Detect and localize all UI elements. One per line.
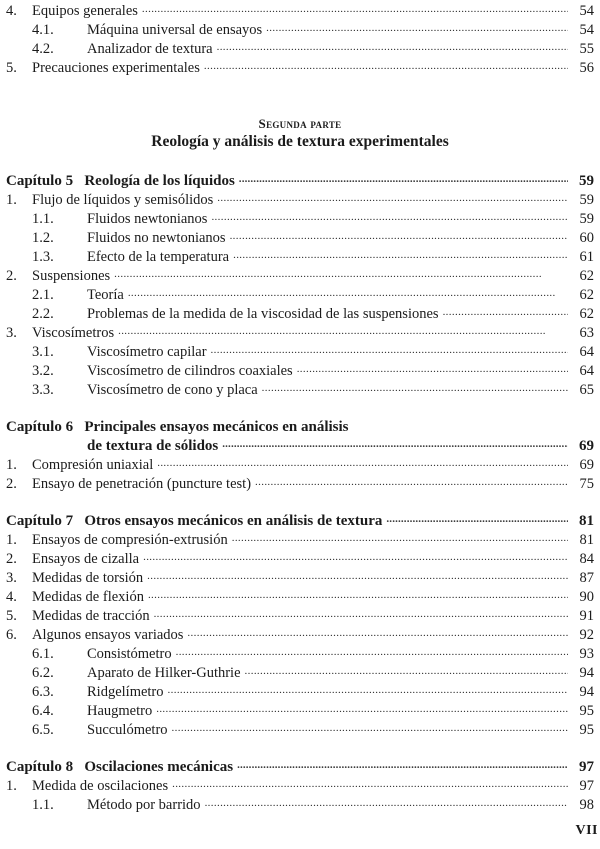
dot-leader bbox=[205, 793, 568, 813]
dot-leader bbox=[118, 321, 568, 341]
chapter-page: 97 bbox=[579, 759, 594, 775]
entry-label: Método por barrido bbox=[87, 797, 201, 813]
entry-page: 81 bbox=[579, 532, 594, 548]
dot-leader bbox=[443, 302, 568, 322]
dot-leader bbox=[222, 434, 568, 454]
dot-leader bbox=[255, 472, 568, 492]
entry-page: 60 bbox=[579, 230, 594, 246]
entry-label: Flujo de líquidos y semisólidos bbox=[32, 192, 214, 208]
dot-leader bbox=[239, 169, 568, 189]
dot-leader bbox=[211, 340, 568, 360]
entry-number: 2. bbox=[6, 551, 17, 567]
dot-leader bbox=[128, 283, 568, 303]
entry-label: Ensayos de cizalla bbox=[32, 551, 140, 567]
entry-page: 65 bbox=[579, 382, 594, 398]
dot-leader bbox=[157, 453, 568, 473]
entry-number: 3.3. bbox=[32, 382, 54, 398]
entry-number: 3. bbox=[6, 570, 17, 586]
entry-label: Teoría bbox=[87, 287, 124, 303]
entry-label: Viscosímetros bbox=[32, 325, 115, 341]
dot-leader bbox=[148, 585, 568, 605]
entry-label: Medidas de tracción bbox=[32, 608, 150, 624]
entry-number: 1. bbox=[6, 457, 17, 473]
entry-page: 54 bbox=[579, 22, 594, 38]
toc-entry bbox=[6, 475, 594, 494]
entry-number: 4.2. bbox=[32, 41, 54, 57]
entry-number: 1.1. bbox=[32, 797, 54, 813]
entry-number: 6.5. bbox=[32, 722, 54, 738]
chapter-title: Capítulo 8 Oscilaciones mecánicas bbox=[6, 759, 234, 775]
toc-entry bbox=[6, 59, 594, 78]
entry-number: 4.1. bbox=[32, 22, 54, 38]
entry-number: 6.1. bbox=[32, 646, 54, 662]
entry-label: Medidas de flexión bbox=[32, 589, 144, 605]
entry-page: 98 bbox=[579, 797, 594, 813]
dot-leader bbox=[172, 774, 568, 794]
entry-number: 2.2. bbox=[32, 306, 54, 322]
part-label: Segunda parte bbox=[258, 116, 342, 131]
chapter-title: Capítulo 7 Otros ensayos mecánicos en análisis de textura bbox=[6, 513, 383, 529]
entry-label: Fluidos newtonianos bbox=[87, 211, 208, 227]
entry-page: 91 bbox=[579, 608, 594, 624]
entry-page: 84 bbox=[579, 551, 594, 567]
dot-leader bbox=[297, 359, 568, 379]
entry-label: Viscosímetro capilar bbox=[87, 344, 207, 360]
entry-number: 5. bbox=[6, 608, 17, 624]
entry-label: Suspensiones bbox=[32, 268, 111, 284]
entry-label: Aparato de Hilker-Guthrie bbox=[87, 665, 241, 681]
dot-leader bbox=[176, 642, 568, 662]
dot-leader bbox=[114, 264, 568, 284]
entry-page: 61 bbox=[579, 249, 594, 265]
entry-number: 6.2. bbox=[32, 665, 54, 681]
entry-label: Consistómetro bbox=[87, 646, 172, 662]
dot-leader bbox=[156, 699, 568, 719]
entry-number: 2. bbox=[6, 476, 17, 492]
dot-leader bbox=[233, 245, 568, 265]
entry-label: Viscosímetro de cilindros coaxiales bbox=[87, 363, 293, 379]
entry-page: 56 bbox=[579, 60, 594, 76]
entry-page: 62 bbox=[579, 268, 594, 284]
chapter-title: Capítulo 6 Principales ensayos mecánicos en análisis bbox=[6, 419, 349, 435]
entry-number: 1.3. bbox=[32, 249, 54, 265]
chapter-page: 69 bbox=[579, 438, 594, 454]
entry-number: 6. bbox=[6, 627, 17, 643]
entry-label: Ensayos de compresión-extrusión bbox=[32, 532, 228, 548]
entry-page: 92 bbox=[579, 627, 594, 643]
toc-entry bbox=[6, 381, 594, 400]
entry-label: Algunos ensayos variados bbox=[32, 627, 184, 643]
entry-page: 59 bbox=[579, 211, 594, 227]
chapter-page: 81 bbox=[579, 513, 594, 529]
entry-label: Equipos generales bbox=[32, 3, 138, 19]
dot-leader bbox=[168, 680, 568, 700]
chapter-title-cont: de textura de sólidos bbox=[87, 438, 219, 454]
entry-label: Precauciones experimentales bbox=[32, 60, 200, 76]
entry-page: 62 bbox=[579, 287, 594, 303]
entry-number: 3.1. bbox=[32, 344, 54, 360]
entry-number: 1. bbox=[6, 192, 17, 208]
dot-leader bbox=[211, 207, 568, 227]
entry-page: 64 bbox=[579, 363, 594, 379]
dot-leader bbox=[204, 56, 568, 76]
dot-leader bbox=[386, 509, 568, 529]
entry-number: 4. bbox=[6, 3, 17, 19]
entry-number: 1.1. bbox=[32, 211, 54, 227]
entry-page: 62 bbox=[579, 306, 594, 322]
entry-label: Medidas de torsión bbox=[32, 570, 144, 586]
entry-page: 75 bbox=[579, 476, 594, 492]
entry-page: 59 bbox=[579, 192, 594, 208]
entry-number: 6.4. bbox=[32, 703, 54, 719]
part-title: Reología y análisis de textura experimentales bbox=[151, 133, 449, 150]
dot-leader bbox=[217, 37, 568, 57]
entry-page: 69 bbox=[579, 457, 594, 473]
dot-leader bbox=[262, 378, 568, 398]
dot-leader bbox=[237, 755, 568, 775]
entry-label: Succulómetro bbox=[87, 722, 168, 738]
entry-number: 5. bbox=[6, 60, 17, 76]
dot-leader bbox=[187, 623, 568, 643]
chapter-page: 59 bbox=[579, 173, 594, 189]
dot-leader bbox=[232, 528, 568, 548]
entry-page: 64 bbox=[579, 344, 594, 360]
dot-leader bbox=[266, 18, 568, 38]
entry-number: 1. bbox=[6, 778, 17, 794]
dot-leader bbox=[217, 188, 568, 208]
entry-label: Fluidos no newtonianos bbox=[87, 230, 226, 246]
entry-number: 1.2. bbox=[32, 230, 54, 246]
entry-label: Compresión uniaxial bbox=[32, 457, 154, 473]
entry-number: 2.1. bbox=[32, 287, 54, 303]
dot-leader bbox=[245, 661, 568, 681]
entry-label: Medida de oscilaciones bbox=[32, 778, 169, 794]
page-folio: VII bbox=[575, 823, 598, 838]
entry-page: 90 bbox=[579, 589, 594, 605]
dot-leader bbox=[147, 566, 568, 586]
dot-leader bbox=[143, 547, 568, 567]
entry-label: Haugmetro bbox=[87, 703, 153, 719]
entry-label: Analizador de textura bbox=[87, 41, 213, 57]
entry-page: 55 bbox=[579, 41, 594, 57]
dot-leader bbox=[154, 604, 568, 624]
entry-page: 94 bbox=[579, 665, 594, 681]
entry-number: 3.2. bbox=[32, 363, 54, 379]
entry-page: 63 bbox=[579, 325, 594, 341]
entry-label: Ridgelímetro bbox=[87, 684, 164, 700]
entry-page: 93 bbox=[579, 646, 594, 662]
entry-page: 87 bbox=[579, 570, 594, 586]
entry-label: Máquina universal de ensayos bbox=[87, 22, 263, 38]
entry-number: 3. bbox=[6, 325, 17, 341]
entry-number: 1. bbox=[6, 532, 17, 548]
entry-page: 95 bbox=[579, 722, 594, 738]
entry-page: 54 bbox=[579, 3, 594, 19]
entry-page: 97 bbox=[579, 778, 594, 794]
dot-leader bbox=[142, 0, 568, 19]
toc-entry bbox=[6, 721, 594, 740]
toc-entry bbox=[6, 796, 594, 815]
entry-label: Problemas de la medida de la viscosidad de las suspensiones bbox=[87, 306, 439, 322]
entry-label: Ensayo de penetración (puncture test) bbox=[32, 476, 252, 492]
entry-number: 4. bbox=[6, 589, 17, 605]
entry-label: Viscosímetro de cono y placa bbox=[87, 382, 258, 398]
entry-page: 94 bbox=[579, 684, 594, 700]
dot-leader bbox=[230, 226, 568, 246]
entry-number: 6.3. bbox=[32, 684, 54, 700]
dot-leader bbox=[172, 718, 568, 738]
entry-label: Efecto de la temperatura bbox=[87, 249, 230, 265]
entry-number: 2. bbox=[6, 268, 17, 284]
entry-page: 95 bbox=[579, 703, 594, 719]
chapter-title: Capítulo 5 Reología de los líquidos bbox=[6, 173, 235, 189]
